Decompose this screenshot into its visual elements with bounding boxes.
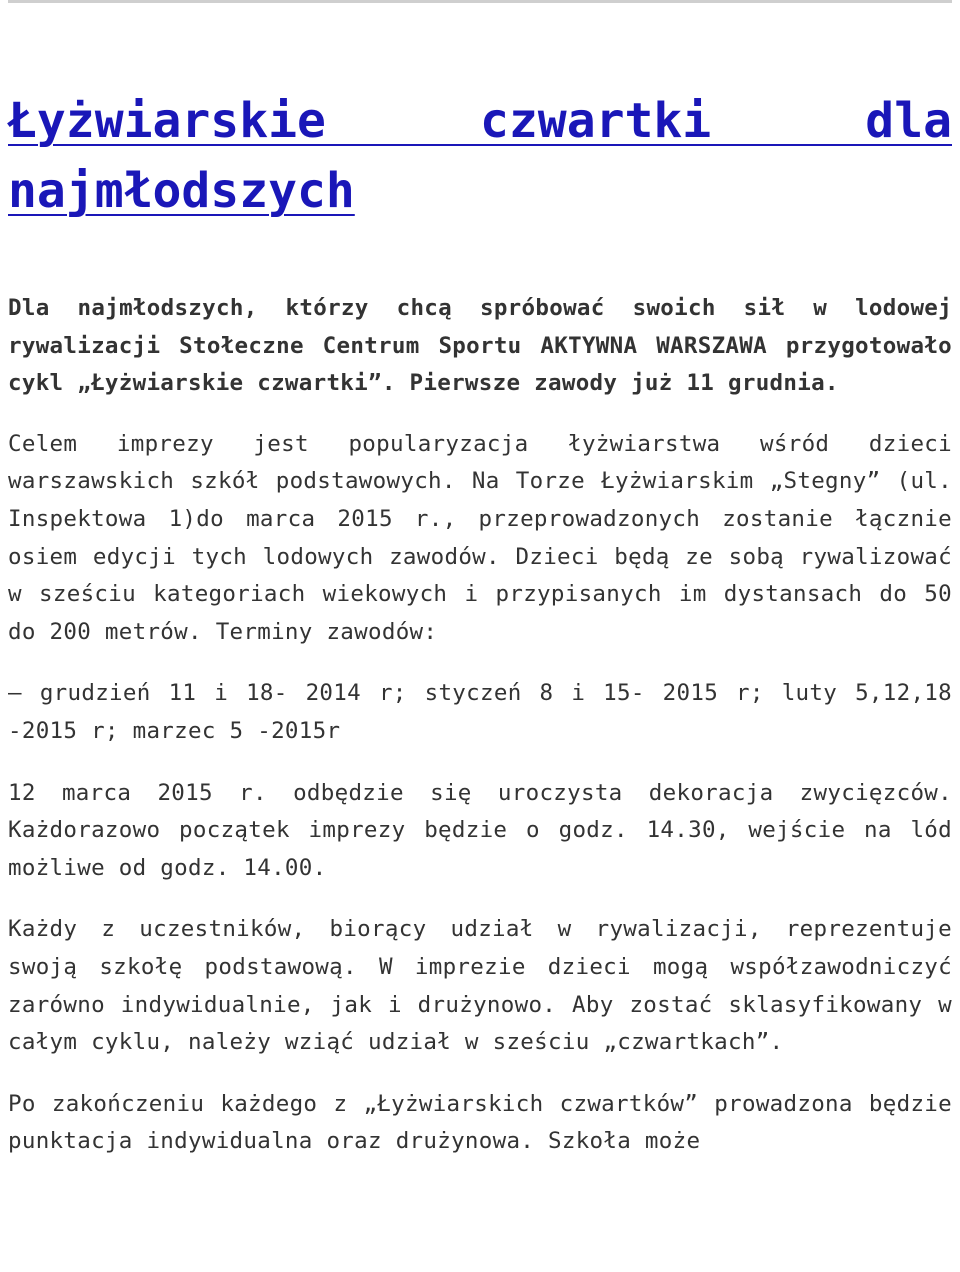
top-divider <box>8 0 952 3</box>
title-link[interactable]: Łyżwiarskie czwartki dla najmłodszych <box>8 93 952 219</box>
paragraph-scoring: Po zakończeniu każdego z „Łyżwiarskich czwartków” prowadzona będzie punktacja indywidualna oraz drużynowa. Szkoła może <box>8 1090 952 1155</box>
paragraph-ceremony: 12 marca 2015 r. odbędzie się uroczysta dekoracja zwycięzców. Każdorazowo początek imprezy będzie o godz. 14.30, wejście na lód możliwe od godz. 14.00. <box>8 779 952 881</box>
article <box>8 86 952 1161</box>
paragraph-participants: Każdy z uczestników, biorący udział w rywalizacji, reprezentuje swoją szkołę podstawową. W imprezie dzieci mogą współzawodniczyć zarówno indywidualnie, jak i drużynowo. Aby zostać sklasyfikowany w całym cyklu, należy wziąć udział w sześciu „czwartkach”. <box>8 916 952 1056</box>
lead-paragraph: Dla najmłodszych, którzy chcą spróbować swoich sił w lodowej rywalizacji Stołeczne Centrum Sportu AKTYWNA WARSZAWA przygotowało cykl „Łyżwiarskie czwartki”. Pierwsze zawody już 11 grudnia. <box>8 295 952 397</box>
paragraph-description: Celem imprezy jest popularyzacja łyżwiarstwa wśród dzieci warszawskich szkół podstawowych. Na Torze Łyżwiarskim „Stegny” (ul. Inspektowa 1)do marca 2015 r., przeprowadzonych zostanie łącznie osiem edycji tych lodowych zawodów. Dzieci będą ze sobą rywalizować w sześciu kategoriach wiekowych i przypisanych im dystansach do 50 do 200 metrów. Terminy zawodów: <box>8 430 952 645</box>
page-title <box>8 86 952 226</box>
paragraph-schedule: – grudzień 11 i 18- 2014 r; styczeń 8 i 15- 2015 r; luty 5,12,18 -2015 r; marzec 5 -2015r <box>8 680 952 744</box>
